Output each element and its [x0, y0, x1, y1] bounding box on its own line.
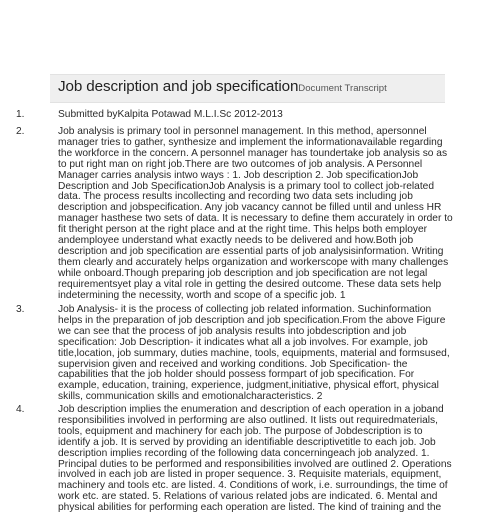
- text-line: responsibilities involved in performing are also outlined. It lists out requiredmaterials,: [58, 414, 438, 426]
- item-text: [58, 305, 462, 403]
- text-line: Description and Job SpecificationJob Analysis is a primary tool to collect job-related: [58, 180, 434, 192]
- text-line: identify a job. It is served by providing an identifiable descriptivetitle to each job. Job: [58, 436, 436, 448]
- text-line: Job Analysis- it is the process of collecting job related information. Suchinformation: [58, 304, 432, 315]
- text-line: andemployee understand what exactly needs to be delivered and how.Both job: [58, 235, 414, 247]
- text-line: capabilities that the job holder should possess formpart of job specification. For: [58, 369, 415, 381]
- text-line: the workforce in the concern. A personnel manager has toundertake job analysis so as: [58, 147, 448, 159]
- text-line: description and job specification are essential parts of job analysisinformation. Writing: [58, 245, 444, 257]
- document-transcript-label: Document Transcript: [298, 83, 387, 94]
- text-line: them clearly and accurately helps organization and workerscope with many challenges: [58, 256, 449, 268]
- text-line: manager hasthese two sets of data. It is necessary to define them accurately in order to: [58, 213, 453, 225]
- text-line: while onboard.Though preparing job description and job specification are not legal: [58, 267, 428, 279]
- item-text: [58, 127, 462, 302]
- item-number: 2.: [16, 126, 25, 137]
- item-text: [58, 110, 462, 121]
- text-line: Job description implies the enumeration and description of each operation in a joband: [58, 404, 444, 415]
- text-line: specification: Job Description- it indicates what all a job involves. For example, job: [58, 336, 428, 348]
- text-line: example, education, training, experience, judgment,initiative, physical effort, physical: [58, 380, 439, 392]
- text-line: data. The process results incollecting and recording two data sets including job: [58, 191, 413, 203]
- text-line: fit theright person at the right place and at the right time. This helps both employer: [58, 224, 428, 236]
- text-line: title,location, job summary, duties machine, tools, equipments, material and formsused,: [58, 347, 450, 359]
- item-number: 3.: [16, 304, 25, 315]
- text-line: manager tries to gather, synthesize and implement the informationavailable regarding: [58, 136, 443, 148]
- text-line: to put right man on right job.There are two outcomes of job analysis. A Personnel: [58, 158, 423, 170]
- text-line: helps in the preparation of job description and job specification.From the above Figure: [58, 314, 446, 326]
- text-line: Job analysis is primary tool in personnel management. In this method, apersonnel: [58, 126, 427, 137]
- text-line: Principal duties to be performed and responsibilities involved are outlined 2. Operations: [58, 458, 452, 470]
- text-line: Manager carries analysis intwo ways : 1. Job description 2. Job specificationJob: [58, 169, 419, 181]
- item-number: 1.: [16, 109, 25, 120]
- text-line: skills, communication skills and emotionalcharacteristics. 2: [58, 391, 323, 403]
- text-line: involved in each job are listed in proper sequence. 3. Requisite materials, equipment,: [58, 469, 442, 481]
- text-line: machinery and tools etc. are listed. 4. Conditions of work, i.e. surroundings, the time of: [58, 480, 448, 492]
- text-line: tools, equipment and machinery for each job. The purpose of Jobdescription is to: [58, 425, 423, 437]
- text-line: description and jobspecification. Any job vacancy cannot be filled until and unless HR: [58, 202, 442, 214]
- text-line: we can see that the process of job analysis results into jobdescription and job: [58, 325, 407, 337]
- document-title-text: Job description and job specification: [58, 78, 299, 95]
- item-number: 4.: [16, 404, 25, 415]
- text-line: requirementsyet play a vital role in getting the desired outcome. These data sets help: [58, 278, 442, 290]
- text-line: work etc. are stated. 5. Relations of various related jobs are indicated. 6. Mental and: [58, 491, 438, 503]
- item-text: [58, 405, 462, 514]
- document-title: [58, 78, 387, 95]
- text-line: Submitted byKalpita Potawad M.L.I.Sc 2012-2013: [58, 109, 283, 120]
- text-line: physical abilities for performing each operation are listed. The kind of training and the: [58, 502, 442, 514]
- text-line: description implies recording of the following data concerningeach job analyzed. 1.: [58, 447, 430, 459]
- text-line: indetermining the necessity, worth and scope of a specific job. 1: [58, 289, 346, 301]
- text-line: supervision given and received and working conditions. Job Specification- the: [58, 358, 408, 370]
